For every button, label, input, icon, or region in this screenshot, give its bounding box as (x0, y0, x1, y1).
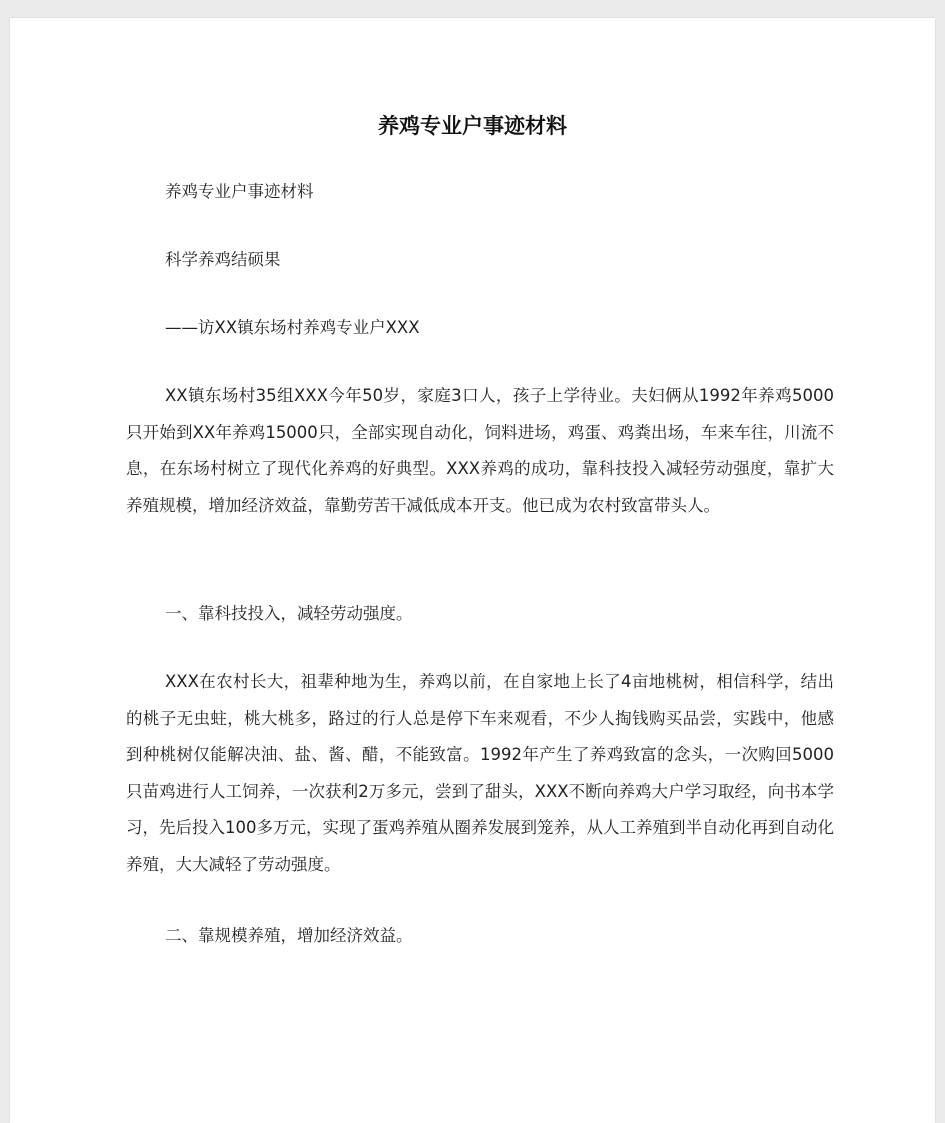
paragraph-section-one-heading: 一、靠科技投入，减轻劳动强度。 (165, 604, 413, 623)
paragraph-subtitle-repeat: 养鸡专业户事迹材料 (165, 182, 314, 201)
paragraph-intro: XX镇东场村35组XXX今年50岁，家庭3口人，孩子上学待业。夫妇俩从1992年养鸡5000只开始到XX年养鸡15000只，全部实现自动化，饲料进场，鸡蛋、鸡粪出场，车来车往，川流不息，在东场村树立了现代化养鸡的好典型。XXX养鸡的成功，靠科技投入减轻劳动强度，靠扩大养殖规模，增加经济效益，靠勤劳苦干减低成本开支。他已成为农村致富带头人。 (126, 386, 834, 515)
paragraph-section-two-heading: 二、靠规模养殖，增加经济效益。 (165, 926, 413, 945)
document-page (10, 18, 935, 1123)
paragraph-section-one-body: XXX在农村长大，祖辈种地为生，养鸡以前，在自家地上长了4亩地桃树，相信科学，结出的桃子无虫蛀，桃大桃多，路过的行人总是停下车来观看，不少人掏钱购买品尝，实践中，他感到种桃树仅能解决油、盐、酱、醋，不能致富。1992年产生了养鸡致富的念头，一次购回5000只苗鸡进行人工饲养，一次获利2万多元，尝到了甜头，XXX不断向养鸡大户学习取经，向书本学习，先后投入100多万元，实现了蛋鸡养殖从圈养发展到笼养，从人工养殖到半自动化再到自动化养殖，大大减轻了劳动强度。 (126, 672, 834, 874)
paragraph-heading: 科学养鸡结硕果 (165, 250, 281, 269)
paragraph-byline: ——访XX镇东场村养鸡专业户XXX (165, 318, 420, 337)
document-title: 养鸡专业户事迹材料 (378, 114, 567, 138)
